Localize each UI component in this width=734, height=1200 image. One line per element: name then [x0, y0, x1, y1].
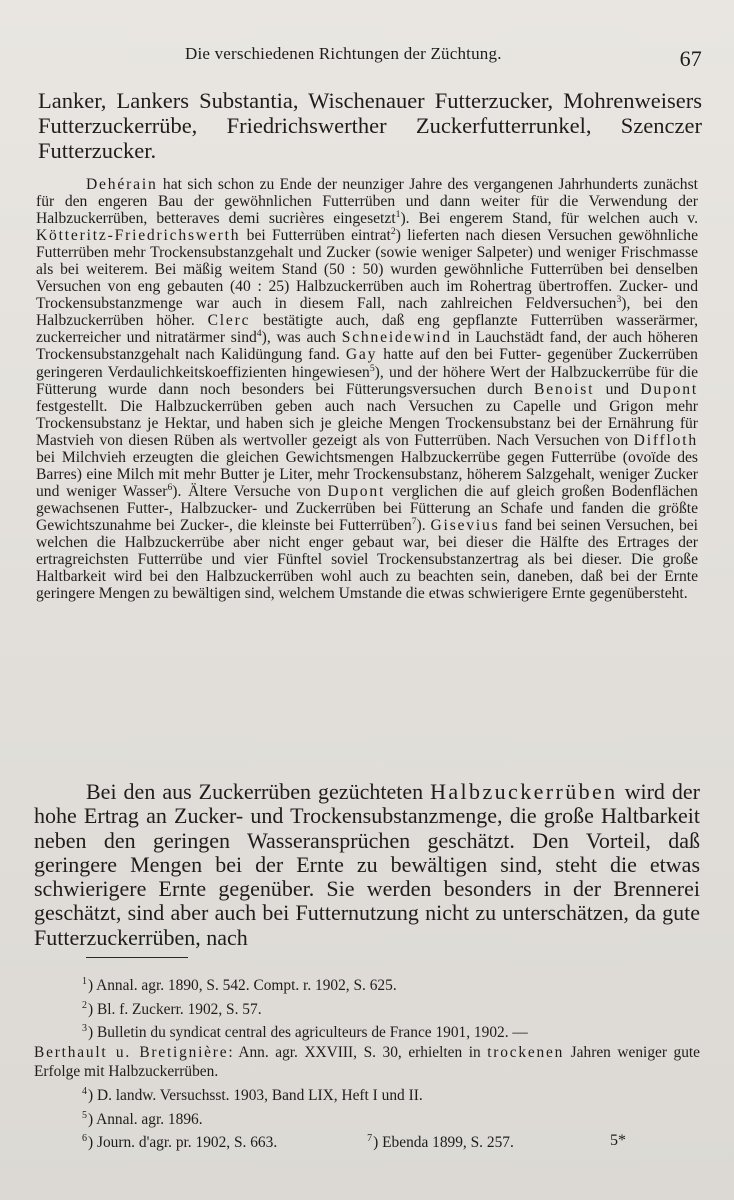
- footnote-mark: 3: [82, 1023, 87, 1035]
- footnote-ref: 4: [256, 328, 262, 340]
- text-run: ), bei den Halbzuckerrüben höher.: [36, 295, 698, 330]
- text-run: bestätigte auch, daß eng gepflanzte Futterrüben wasserärmer, zuckerreicher und nitratärmer sind: [36, 312, 698, 347]
- text-run: hatte auf den bei Futter- gegenüber Zuckerrüben geringeren Verdaulichkeitskoeffizienten hingewiesen: [36, 346, 698, 381]
- footnote-ref: 6: [167, 481, 173, 493]
- running-head: [185, 44, 704, 71]
- footnote-text: ) Ebenda 1899, S. 257.: [373, 1134, 514, 1152]
- text-run: ) lieferten nach diesen Versuchen gewöhnliche Futterrüben mehr Trockensubstanzgehalt und Zucker (sowie weniger Salpeter) und weniger Frischmasse als bei weiterem. Bei mäßig weitem Stand (50 : 50) wurden gewöhnliche Futterrüben bei denselben Versuchen von eng gebauten (40 : 25) Halbzuckerrüben auch im Rohertrag übertroffen. Zucker- und Trockensubstanzmenge war auch in diesem Fall, nach zahlreichen Feldversuchen: [36, 227, 698, 313]
- author-name: Clerc: [207, 312, 251, 330]
- footnote-text: ) Bulletin du syndicat central des agriculteurs de France 1901, 1902. —: [88, 1024, 528, 1042]
- footnote-text: ) Journ. d'agr. pr. 1902, S. 663.: [88, 1134, 278, 1152]
- footnote-mark: 6: [82, 1133, 87, 1145]
- text-run: bei Futterrüben eintrat: [240, 227, 391, 245]
- text-run: in Lauchstädt fand, der auch höheren Trockensubstanzgehalt nach Kalidüngung fand.: [36, 329, 698, 364]
- footnote-text: ) D. landw. Versuchsst. 1903, Band LIX, Heft I und II.: [88, 1086, 423, 1104]
- footnote-3: [34, 1019, 700, 1043]
- author-name: Dupont: [640, 380, 699, 398]
- text-run: ). Bei engerem Stand, für welchen auch v.: [400, 210, 698, 228]
- footnote-2: [34, 996, 700, 1020]
- text-run: wird der hohe Ertrag an Zucker- und Trockensubstanzmenge, die große Haltbarkeit neben den geringen Wasseransprüchen geschätzt. Den Vorteil, daß geringere Mengen bei der Ernte zu bewältigen sind, steht die etwas schwierigere Ernte gegenüber. Sie werden besonders in der Brennerei geschätzt, sind aber auch bei Futternutzung nicht zu unterschätzen, da gute Futterzuckerrüben, nach: [34, 779, 700, 950]
- author-name: Gisevius: [430, 516, 500, 534]
- footnote-text: ) Bl. f. Zuckerr. 1902, S. 57.: [88, 1000, 262, 1018]
- footnote-mark: 5: [82, 1109, 87, 1121]
- text-run: verglichen die auf gleich großen Bodenflächen gewachsenen Futter-, Halbzucker- und Zuckerrüben bei Fütterung an Schafe und fanden die größte Gewichtszunahme bei Zucker-, die kleinste bei Futterrüben: [36, 482, 698, 534]
- footnote-ref: 3: [616, 294, 622, 306]
- small-print-paragraph: [36, 176, 698, 602]
- emphasized-word: trockenen: [487, 1043, 565, 1061]
- footnote-3-continued: [34, 1043, 700, 1082]
- author-name: Schneidewind: [341, 329, 452, 347]
- variety-list: [38, 88, 702, 163]
- footnote-6-7: [34, 1129, 700, 1153]
- text-run: und: [594, 380, 641, 398]
- author-name: Dehérain: [86, 176, 158, 193]
- text-run: hat sich schon zu Ende der neunziger Jahre des vergangenen Jahrhunderts zunächst für den engeren Bau der gewöhnlichen Futterrüben und dann weiter für die Verwendung der Halbzuckerrüben, betteraves demi sucrières eingesetzt: [36, 176, 698, 228]
- footnote-mark: 1: [82, 976, 87, 987]
- footnote-ref: 1: [395, 208, 401, 220]
- author-name: Kötteritz-Friedrichswerth: [36, 227, 241, 245]
- footnote-1: [34, 972, 700, 996]
- footnote-text: Jahren weniger gute Erfolge mit Halbzuckerrüben.: [34, 1043, 701, 1081]
- footnote-mark: 7: [367, 1133, 373, 1145]
- footnote-mark: 2: [82, 999, 87, 1011]
- footnote-ref: 2: [390, 225, 396, 237]
- variety-list-text: Lanker, Lankers Substantia, Wischenauer Futterzucker, Mohrenweisers Futterzuckerrübe, Friedrichswerther Zuckerfutterrunkel, Szenczer Futterzucker.: [38, 88, 702, 163]
- text-run: bei Milchvieh erzeugten die gleichen Gewichtsmengen Halbzuckerrübe gegen Futterrübe (ovoïde des Barres) eine Milch mit mehr Butter je Liter, mehr Trockensubstanz, höherem Salzgehalt, weniger Zucker und weniger Wasser: [36, 448, 698, 500]
- main-text-section: [34, 780, 700, 950]
- footnote-5: [34, 1106, 700, 1130]
- author-name: Dupont: [327, 482, 386, 500]
- small-print-section: [36, 176, 698, 602]
- text-run: fand bei seinen Versuchen, bei welchen die Halbzuckerrübe aber nicht enger gebaut war, bei dieser die Hälfte des Ertrages der ertragreichsten Futterrübe und vier Fünftel soviel Trockensubstanzertrag als bei dieser. Die große Haltbarkeit wird bei den Halbzuckerrüben wohl auch zu beachten sein, daneben, daß bei der Ernte geringere Mengen zu bewältigen sind, welchem Umstande die etwas schwierigere Ernte gegenübersteht.: [36, 516, 699, 603]
- footnote-ref: 7: [411, 515, 417, 527]
- author-name: Benoist: [534, 380, 595, 398]
- text-run: ). Ältere Versuche von: [172, 482, 328, 500]
- printer-signature: 5*: [610, 1132, 626, 1149]
- footnote-mark: 4: [82, 1085, 87, 1097]
- running-title: Die verschiedenen Richtungen der Züchtung.: [185, 44, 502, 63]
- footnote-text: ) Annal. agr. 1896.: [88, 1110, 203, 1128]
- footnotes: [34, 972, 700, 1153]
- author-name: Berthault u. Bretignière: [34, 1043, 229, 1061]
- text-run: ).: [416, 516, 431, 534]
- footnote-4: [34, 1082, 700, 1106]
- page-number: 67: [679, 46, 702, 71]
- text-run: Bei den aus Zuckerrüben gezüchteten: [86, 779, 431, 804]
- text-run: ), und der höhere Wert der Halbzuckerrübe für die Fütterung wurde dann noch besonders bei Fütterungsversuchen durch: [36, 363, 698, 398]
- author-name: Diffloth: [633, 431, 698, 449]
- footnote-ref: 5: [369, 362, 375, 374]
- footnote-divider: [86, 957, 188, 958]
- author-name: Gay: [345, 346, 378, 364]
- text-run: ), was auch: [261, 329, 342, 347]
- text-run: festgestellt. Die Halbzuckerrüben geben auch nach Versuchen zu Capelle und Grigon mehr Trockensubstanz je Hektar, und haben sich je gleiche Mengen Trockensubstanz bei der Ernährung für Mastvieh von diesen Rüben als wertvoller gezeigt als von Futterrüben. Nach Versuchen von: [36, 397, 698, 449]
- highlighted-term: Halbzuckerrüben: [430, 779, 618, 804]
- footnote-text: ) Annal. agr. 1890, S. 542. Compt. r. 1902, S. 625.: [88, 977, 397, 994]
- main-paragraph: [34, 780, 700, 950]
- footnote-text: : Ann. agr. XXVIII, S. 30, erhielten in: [228, 1043, 488, 1061]
